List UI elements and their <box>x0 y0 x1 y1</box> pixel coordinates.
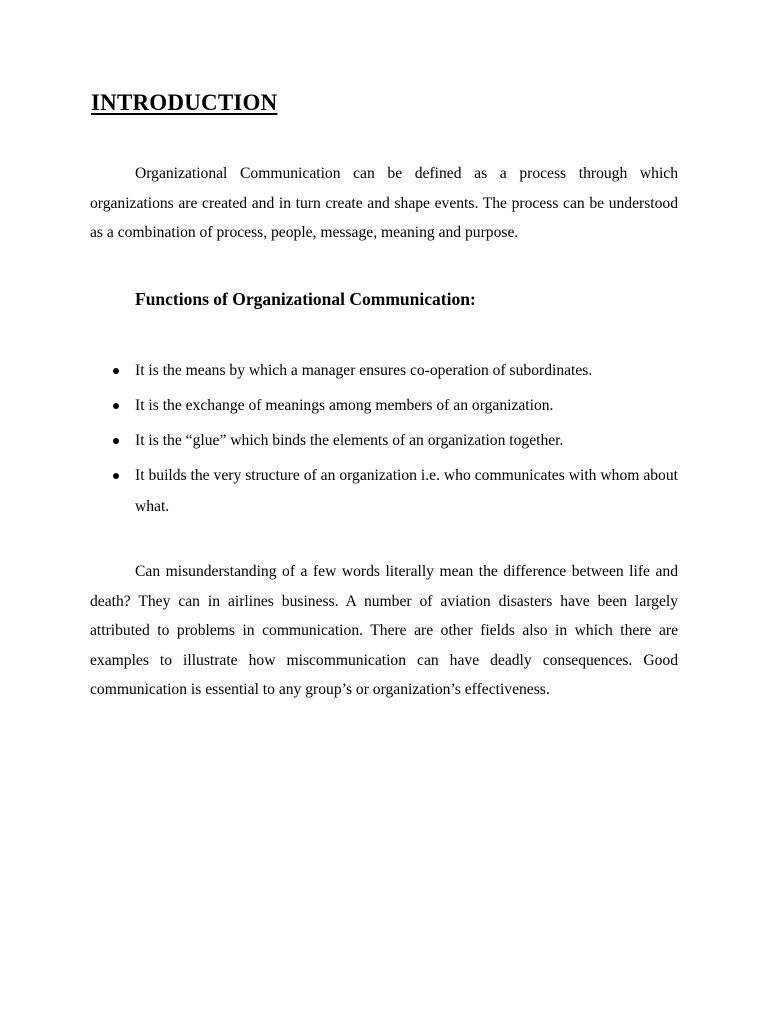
page-title: INTRODUCTION <box>91 90 278 115</box>
functions-list <box>90 356 678 527</box>
list-item-text: It is the exchange of meanings among members of an organization. <box>135 397 554 414</box>
list-item-text: It is the “glue” which binds the elements of an organization together. <box>135 432 564 449</box>
intro-paragraph: Organizational Communication can be defined as a process through which organizations are created and in turn create and shape events. The process can be understood as a combination of process, people, message, meaning and purpose. <box>90 165 678 241</box>
bullet-icon <box>113 473 119 479</box>
list-item <box>90 356 678 387</box>
bullet-icon <box>113 438 119 444</box>
list-item <box>90 391 678 422</box>
list-item <box>90 426 678 457</box>
functions-heading: Functions of Organizational Communication: <box>135 289 476 309</box>
list-item <box>90 461 678 522</box>
bullet-icon <box>113 403 119 409</box>
list-item-text: It builds the very structure of an organization i.e. who communicates with whom about what. <box>135 467 678 515</box>
list-item-text: It is the means by which a manager ensures co-operation of subordinates. <box>135 362 593 379</box>
bullet-icon <box>113 368 119 374</box>
closing-paragraph: Can misunderstanding of a few words literally mean the difference between life and death? They can in airlines business. A number of aviation disasters have been largely attributed to problems in communication. There are other fields also in which there are examples to illustrate how miscommunication can have deadly consequences. Good communication is essential to any group’s or organization’s effectiveness. <box>90 563 678 698</box>
